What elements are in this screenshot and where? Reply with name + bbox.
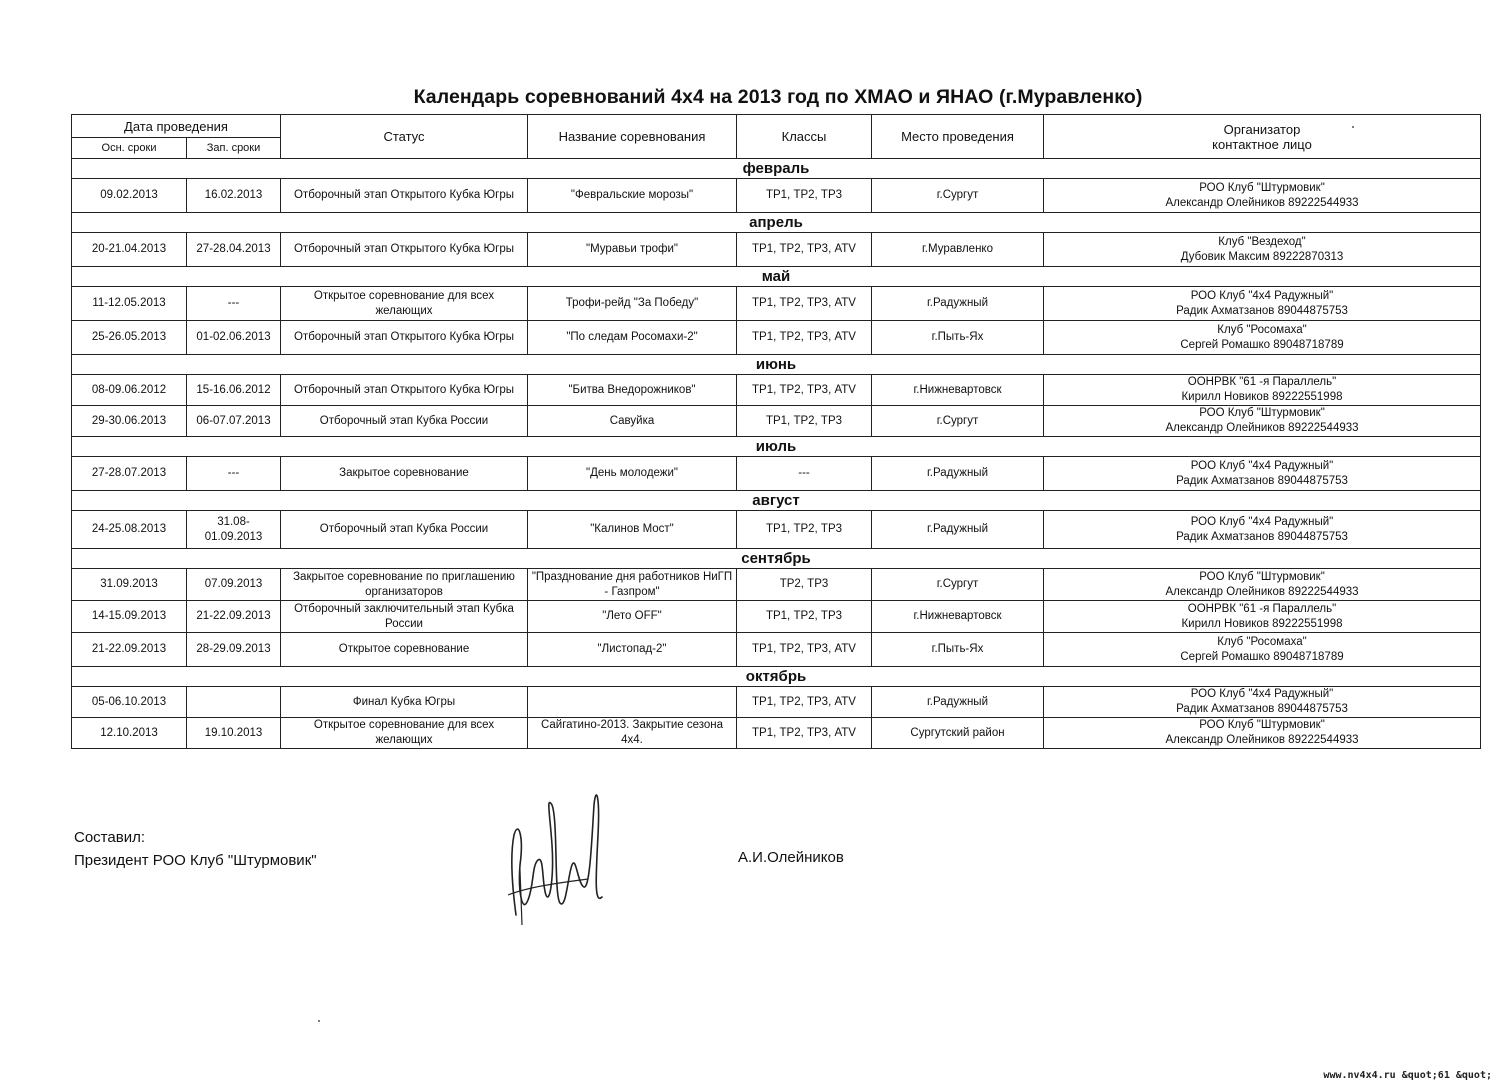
- cell-reserve-date: ---: [187, 457, 281, 491]
- watermark-text: www.nv4x4.ru &quot;61 &quot;: [1323, 1070, 1492, 1081]
- cell-organizer: [1044, 375, 1481, 406]
- month-row: [72, 491, 1481, 511]
- month-label: сентябрь: [72, 549, 1481, 569]
- cell-place: г.Муравленко: [872, 233, 1044, 267]
- table-row: [72, 287, 1481, 321]
- footer-position: Президент РОО Клуб "Штурмовик": [74, 852, 317, 869]
- table-row: [72, 633, 1481, 667]
- cell-main-date: 21-22.09.2013: [72, 633, 187, 667]
- cell-classes: ---: [737, 457, 872, 491]
- cell-status: Отборочный этап Открытого Кубка Югры: [281, 321, 528, 355]
- handwritten-signature: [498, 775, 618, 935]
- cell-reserve-date: 31.08- 01.09.2013: [187, 511, 281, 549]
- cell-place: г.Пыть-Ях: [872, 633, 1044, 667]
- cell-reserve-date: ---: [187, 287, 281, 321]
- cell-place: г.Сургут: [872, 406, 1044, 437]
- month-row: [72, 213, 1481, 233]
- cell-main-date: 29-30.06.2013: [72, 406, 187, 437]
- cell-status: Отборочный заключительный этап Кубка России: [281, 601, 528, 633]
- organizer-line: Клуб "Росомаха": [1217, 635, 1307, 648]
- month-label: май: [72, 267, 1481, 287]
- cell-classes: ТР1, ТР2, ТР3, ATV: [737, 718, 872, 749]
- cell-status: Отборочный этап Открытого Кубка Югры: [281, 233, 528, 267]
- cell-classes: ТР1, ТР2, ТР3: [737, 406, 872, 437]
- schedule-table: [71, 114, 1481, 749]
- month-row: [72, 437, 1481, 457]
- cell-classes: ТР1, ТР2, ТР3: [737, 179, 872, 213]
- cell-place: г.Нижневартовск: [872, 375, 1044, 406]
- organizer-line: Радик Ахматзанов 89044875753: [1176, 703, 1348, 715]
- cell-main-date: 14-15.09.2013: [72, 601, 187, 633]
- cell-name: "По следам Росомахи-2": [528, 321, 737, 355]
- organizer-line: РОО Клуб "4х4 Радужный": [1190, 289, 1334, 302]
- cell-reserve-date: 28-29.09.2013: [187, 633, 281, 667]
- header-status: Статус: [281, 115, 528, 159]
- organizer-line: Александр Олейников 89222544933: [1165, 585, 1359, 598]
- header-reserve-date: Зап. сроки: [187, 138, 281, 159]
- schedule-body: [72, 159, 1481, 749]
- cell-name: Сайгатино-2013. Закрытие сезона 4х4.: [528, 718, 737, 749]
- table-row: [72, 406, 1481, 437]
- table-row: [72, 511, 1481, 549]
- header-name: Название соревнования: [528, 115, 737, 159]
- cell-name: "Празднование дня работников НиГП - Газпром": [528, 569, 737, 601]
- cell-name: "Битва Внедорожников": [528, 375, 737, 406]
- cell-name: "Лето OFF": [528, 601, 737, 633]
- organizer-line: Кирилл Новиков 89222551998: [1181, 391, 1343, 403]
- cell-organizer: [1044, 633, 1481, 667]
- cell-place: г.Радужный: [872, 511, 1044, 549]
- footer-composed-label: Составил:: [74, 829, 145, 846]
- organizer-line: Клуб "Вездеход": [1218, 235, 1306, 248]
- cell-name: Савуйка: [528, 406, 737, 437]
- cell-main-date: 24-25.08.2013: [72, 511, 187, 549]
- header-organizer-line1: Организатор: [1223, 121, 1301, 137]
- cell-classes: ТР1, ТР2, ТР3, ATV: [737, 233, 872, 267]
- header-date-group: Дата проведения: [72, 115, 281, 138]
- cell-organizer: [1044, 569, 1481, 601]
- table-row: [72, 687, 1481, 718]
- cell-reserve-date: [187, 687, 281, 718]
- organizer-line: Радик Ахматзанов 89044875753: [1176, 474, 1348, 487]
- cell-name: Трофи-рейд "За Победу": [528, 287, 737, 321]
- organizer-line: Сергей Ромашко 89048718789: [1180, 338, 1344, 351]
- cell-reserve-date: 01-02.06.2013: [187, 321, 281, 355]
- cell-name: "Февральские морозы": [528, 179, 737, 213]
- header-organizer-line2: контактное лицо: [1212, 136, 1312, 152]
- cell-classes: ТР1, ТР2, ТР3: [737, 511, 872, 549]
- organizer-line: РОО Клуб "Штурмовик": [1199, 181, 1325, 194]
- cell-name: [528, 687, 737, 718]
- cell-place: г.Нижневартовск: [872, 601, 1044, 633]
- cell-organizer: [1044, 287, 1481, 321]
- cell-classes: ТР1, ТР2, ТР3, ATV: [737, 287, 872, 321]
- cell-reserve-date: 19.10.2013: [187, 718, 281, 749]
- cell-organizer: [1044, 457, 1481, 491]
- cell-main-date: 09.02.2013: [72, 179, 187, 213]
- cell-main-date: 12.10.2013: [72, 718, 187, 749]
- footer-signer: А.И.Олейников: [738, 849, 844, 866]
- organizer-line: Александр Олейников 89222544933: [1165, 196, 1359, 209]
- organizer-line: РОО Клуб "4х4 Радужный": [1190, 459, 1334, 472]
- cell-organizer: [1044, 511, 1481, 549]
- organizer-line: РОО Клуб "Штурмовик": [1199, 570, 1325, 583]
- organizer-line: ООНРВК "61 -я Параллель": [1187, 376, 1337, 388]
- cell-name: "Муравьи трофи": [528, 233, 737, 267]
- organizer-line: Клуб "Росомаха": [1217, 323, 1307, 336]
- cell-place: г.Радужный: [872, 457, 1044, 491]
- cell-organizer: [1044, 179, 1481, 213]
- cell-name: "Калинов Мост": [528, 511, 737, 549]
- cell-main-date: 27-28.07.2013: [72, 457, 187, 491]
- cell-status: Закрытое соревнование: [281, 457, 528, 491]
- table-row: [72, 718, 1481, 749]
- cell-place: Сургутский район: [872, 718, 1044, 749]
- header-organizer: [1044, 115, 1481, 159]
- cell-main-date: 08-09.06.2012: [72, 375, 187, 406]
- organizer-line: Дубовик Максим 89222870313: [1180, 250, 1344, 263]
- cell-status: Открытое соревнование: [281, 633, 528, 667]
- header-classes: Классы: [737, 115, 872, 159]
- scan-speck: [318, 1020, 320, 1022]
- cell-reserve-date: 15-16.06.2012: [187, 375, 281, 406]
- cell-main-date: 31.09.2013: [72, 569, 187, 601]
- table-row: [72, 375, 1481, 406]
- cell-place: г.Пыть-Ях: [872, 321, 1044, 355]
- table-row: [72, 569, 1481, 601]
- organizer-line: Радик Ахматзанов 89044875753: [1176, 530, 1348, 543]
- cell-organizer: [1044, 406, 1481, 437]
- cell-classes: ТР1, ТР2, ТР3, ATV: [737, 633, 872, 667]
- month-label: октябрь: [72, 667, 1481, 687]
- cell-organizer: [1044, 233, 1481, 267]
- cell-classes: ТР1, ТР2, ТР3, ATV: [737, 687, 872, 718]
- cell-classes: ТР1, ТР2, ТР3, ATV: [737, 375, 872, 406]
- cell-main-date: 20-21.04.2013: [72, 233, 187, 267]
- organizer-line: РОО Клуб "Штурмовик": [1199, 407, 1325, 419]
- cell-place: г.Сургут: [872, 179, 1044, 213]
- cell-reserve-date: 16.02.2013: [187, 179, 281, 213]
- month-label: февраль: [72, 159, 1481, 179]
- cell-status: Открытое соревнование для всех желающих: [281, 718, 528, 749]
- table-row: [72, 179, 1481, 213]
- table-row: [72, 601, 1481, 633]
- month-label: апрель: [72, 213, 1481, 233]
- cell-status: Открытое соревнование для всех желающих: [281, 287, 528, 321]
- organizer-line: ООНРВК "61 -я Параллель": [1187, 602, 1337, 615]
- organizer-line: РОО Клуб "4х4 Радужный": [1190, 688, 1334, 700]
- header-place: Место проведения: [872, 115, 1044, 159]
- cell-name: "Листопад-2": [528, 633, 737, 667]
- table-row: [72, 233, 1481, 267]
- month-row: [72, 667, 1481, 687]
- organizer-line: Александр Олейников 89222544933: [1165, 734, 1359, 746]
- month-label: август: [72, 491, 1481, 511]
- cell-reserve-date: 06-07.07.2013: [187, 406, 281, 437]
- organizer-line: Сергей Ромашко 89048718789: [1180, 650, 1344, 663]
- header-row-1: [72, 115, 1481, 138]
- cell-organizer: [1044, 321, 1481, 355]
- cell-status: Отборочный этап Кубка России: [281, 406, 528, 437]
- cell-organizer: [1044, 718, 1481, 749]
- month-label: июль: [72, 437, 1481, 457]
- month-row: [72, 355, 1481, 375]
- organizer-line: Радик Ахматзанов 89044875753: [1176, 304, 1348, 317]
- cell-status: Отборочный этап Открытого Кубка Югры: [281, 179, 528, 213]
- month-row: [72, 549, 1481, 569]
- cell-status: Закрытое соревнование по приглашению организаторов: [281, 569, 528, 601]
- cell-classes: ТР1, ТР2, ТР3, ATV: [737, 321, 872, 355]
- cell-organizer: [1044, 601, 1481, 633]
- cell-name: "День молодежи": [528, 457, 737, 491]
- table-row: [72, 321, 1481, 355]
- cell-place: г.Радужный: [872, 687, 1044, 718]
- cell-main-date: 11-12.05.2013: [72, 287, 187, 321]
- footer-composed-block: [74, 826, 317, 872]
- month-row: [72, 159, 1481, 179]
- cell-place: г.Радужный: [872, 287, 1044, 321]
- cell-status: Отборочный этап Кубка России: [281, 511, 528, 549]
- cell-classes: ТР2, ТР3: [737, 569, 872, 601]
- document-title: Календарь соревнований 4х4 на 2013 год по ХМАО и ЯНАО (г.Муравленко): [413, 86, 1143, 108]
- cell-main-date: 05-06.10.2013: [72, 687, 187, 718]
- cell-status: Финал Кубка Югры: [281, 687, 528, 718]
- organizer-line: Кирилл Новиков 89222551998: [1181, 617, 1343, 630]
- cell-classes: ТР1, ТР2, ТР3: [737, 601, 872, 633]
- organizer-line: РОО Клуб "Штурмовик": [1199, 719, 1325, 731]
- table-row: [72, 457, 1481, 491]
- cell-main-date: 25-26.05.2013: [72, 321, 187, 355]
- cell-reserve-date: 07.09.2013: [187, 569, 281, 601]
- cell-place: г.Сургут: [872, 569, 1044, 601]
- cell-status: Отборочный этап Открытого Кубка Югры: [281, 375, 528, 406]
- scan-speck: [1352, 126, 1354, 128]
- cell-reserve-date: 27-28.04.2013: [187, 233, 281, 267]
- cell-reserve-date: 21-22.09.2013: [187, 601, 281, 633]
- cell-organizer: [1044, 687, 1481, 718]
- month-label: июнь: [72, 355, 1481, 375]
- month-row: [72, 267, 1481, 287]
- organizer-line: Александр Олейников 89222544933: [1165, 422, 1359, 434]
- header-main-date: Осн. сроки: [72, 138, 187, 159]
- organizer-line: РОО Клуб "4х4 Радужный": [1190, 515, 1334, 528]
